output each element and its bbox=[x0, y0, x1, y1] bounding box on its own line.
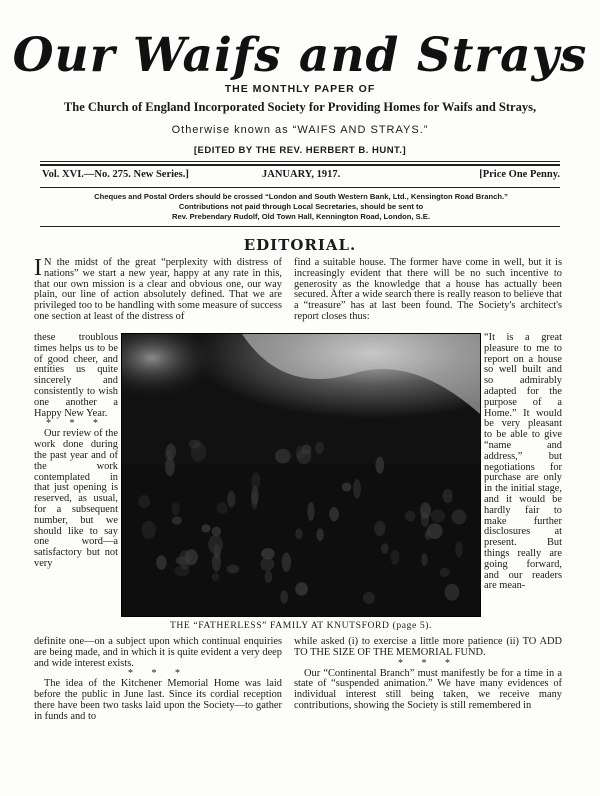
photo-texture-blob bbox=[307, 502, 314, 521]
photo-texture-blob bbox=[156, 555, 167, 570]
photo-texture-blob bbox=[212, 573, 220, 581]
issue-volume: Vol. XVI.—No. 275. New Series.] bbox=[42, 169, 189, 180]
photo-texture-blob bbox=[391, 550, 400, 565]
photo-texture-blob bbox=[317, 528, 324, 541]
photo-texture-blob bbox=[440, 568, 450, 577]
cheques-line-1: Cheques and Postal Orders should be crossed “London and South Western Bank, Ltd., Kensington Road Branch.” bbox=[94, 192, 508, 201]
article-left-top-text: N the midst of the great “perplexity with distress of nations” we start a new year, happy at any rate in this, that our own mission is a clear and obvious one, our way plain, our line of action absolutely defined. That we are privileged too to be handling with some measure of success one section at least of the distress of bbox=[34, 257, 282, 322]
photo-texture-blob bbox=[445, 584, 460, 601]
divider-bottom bbox=[40, 226, 560, 227]
photo-texture-blob bbox=[315, 442, 324, 454]
cheques-line-2: Contributions not paid through Local Secretaries, should be sent to bbox=[178, 202, 424, 211]
drop-cap: I bbox=[34, 255, 42, 281]
photo-texture-blob bbox=[179, 550, 191, 570]
photo-texture-blob bbox=[295, 528, 302, 539]
masthead-title: Our Waifs and Strays bbox=[12, 28, 588, 83]
article-left-narrow-1: these troublous times helps us to be of good cheer, and entities us quite sincerely and consistently to wish one another a Happy New Year. bbox=[34, 332, 118, 419]
photo-texture-blob bbox=[425, 530, 432, 540]
photo-texture-blob bbox=[212, 553, 221, 572]
article-right-bottom-2: Our “Continental Branch” must manifestly be for a time in a state of “suspended animation.” We have many evidences of individual interest still being taken, we receive many contributions, showing the Society is still remembered in bbox=[294, 667, 562, 711]
article-right-bottom bbox=[294, 637, 562, 712]
photo-texture-blob bbox=[265, 571, 273, 583]
photo-texture-blob bbox=[282, 553, 291, 572]
photo-texture-blob bbox=[172, 516, 182, 524]
article-right-top: find a suitable house. The former have come in well, but it is increasingly evident that there will be no such incentive to generosity as the knowledge that a house has actually been secured. After a wide search there is really reason to believe that a “treasure” has at last been found. The Society's architect's report closes thus: bbox=[294, 257, 562, 322]
photo-texture-blob bbox=[138, 495, 150, 508]
photo-texture-blob bbox=[260, 557, 274, 571]
article-right-bottom-1: while asked (i) to exercise a little more patience (ii) TO ADD TO THE SIZE OF THE MEMORIAL FUND. bbox=[294, 636, 562, 658]
photo-texture-blob bbox=[381, 543, 388, 554]
photo-texture-blob bbox=[227, 491, 235, 508]
photo-texture-blob bbox=[420, 502, 431, 518]
photo-texture-blob bbox=[374, 521, 385, 536]
photo-texture-blob bbox=[172, 503, 180, 516]
article-left-bottom-2: The idea of the Kitchener Memorial Home was laid before the public in June last. Since its cordial reception there have been two tasks laid upon the Society—to gather in funds and to bbox=[34, 678, 282, 722]
photo-texture-blob bbox=[443, 489, 453, 503]
article-left-bottom-1: definite one—on a subject upon which continual enquiries are being made, and in which it is quite evident a very deep and wide interest exists. bbox=[34, 636, 282, 669]
issue-price: [Price One Penny. bbox=[479, 169, 560, 180]
photo-texture-blob bbox=[201, 524, 210, 532]
article-left-narrow bbox=[34, 333, 118, 570]
photo-texture-blob bbox=[405, 511, 415, 522]
photo-texture-blob bbox=[227, 565, 240, 574]
photo-texture-blob bbox=[142, 521, 156, 539]
photo-texture-blob bbox=[421, 553, 428, 565]
photo-texture-blob bbox=[353, 479, 361, 499]
article-left-bottom bbox=[34, 637, 282, 723]
photo-caption: THE “FATHERLESS” FAMILY AT KNUTSFORD (page 5). bbox=[169, 620, 433, 631]
knutsford-family-photo bbox=[121, 333, 481, 617]
photo-texture-blob bbox=[275, 449, 291, 464]
divider-mid bbox=[40, 187, 560, 188]
section-stars-2: * * * bbox=[128, 668, 188, 680]
photo-texture-blob bbox=[295, 582, 308, 596]
photo-texture-blob bbox=[208, 535, 223, 554]
article-left-top bbox=[34, 255, 282, 323]
divider-top-thick bbox=[40, 164, 560, 166]
photo-image bbox=[122, 334, 480, 616]
editorial-heading: EDITORIAL. bbox=[243, 236, 357, 254]
photo-texture-blob bbox=[363, 592, 375, 604]
photo-texture-blob bbox=[165, 457, 175, 476]
photo-texture-blob bbox=[251, 486, 259, 505]
photo-texture-blob bbox=[329, 507, 339, 521]
cheques-line-3: Rev. Prebendary Rudolf, Old Town Hall, Kennington Road, London, S.E. bbox=[172, 212, 430, 221]
article-right-narrow: “It is a great pleasure to me to report on a house so well built and so admirably adapted for the purpose of a Home.” It would be very pleasant to be able to give “name and address,” but negotiations for purchase are only in the initial stage, and it would be hardly fair to make further disclosures at present. But things really are going forward, and our readers are mean- bbox=[484, 332, 562, 592]
subtitle: THE MONTHLY PAPER OF bbox=[224, 83, 376, 95]
section-stars-3: * * * bbox=[398, 657, 458, 669]
article-left-narrow-2: Our review of the work done during the past year and of the work contemplated in that just opening is reserved, as usual, for a subsequent number, but we should like to say one word—a satisfactory but not very bbox=[34, 428, 118, 569]
photo-texture-blob bbox=[455, 541, 463, 557]
photo-texture-blob bbox=[280, 590, 288, 603]
society-name: The Church of England Incorporated Society for Providing Homes for Waifs and Strays, bbox=[63, 100, 537, 114]
photo-texture-blob bbox=[452, 510, 467, 525]
cheques-notice bbox=[44, 192, 558, 222]
otherwise-known: Otherwise known as “WAIFS AND STRAYS.” bbox=[171, 124, 429, 136]
photo-texture-blob bbox=[217, 502, 228, 514]
editor-line: [EDITED BY THE REV. HERBERT B. HUNT.] bbox=[193, 145, 407, 156]
issue-date: JANUARY, 1917. bbox=[262, 169, 341, 180]
photo-texture-blob bbox=[189, 440, 201, 449]
photo-texture-blob bbox=[431, 509, 446, 522]
photo-texture-blob bbox=[302, 445, 312, 455]
photo-texture-blob bbox=[375, 457, 384, 474]
section-stars: * * * bbox=[46, 418, 106, 430]
divider-top bbox=[40, 161, 560, 162]
photo-texture-blob bbox=[342, 482, 352, 491]
